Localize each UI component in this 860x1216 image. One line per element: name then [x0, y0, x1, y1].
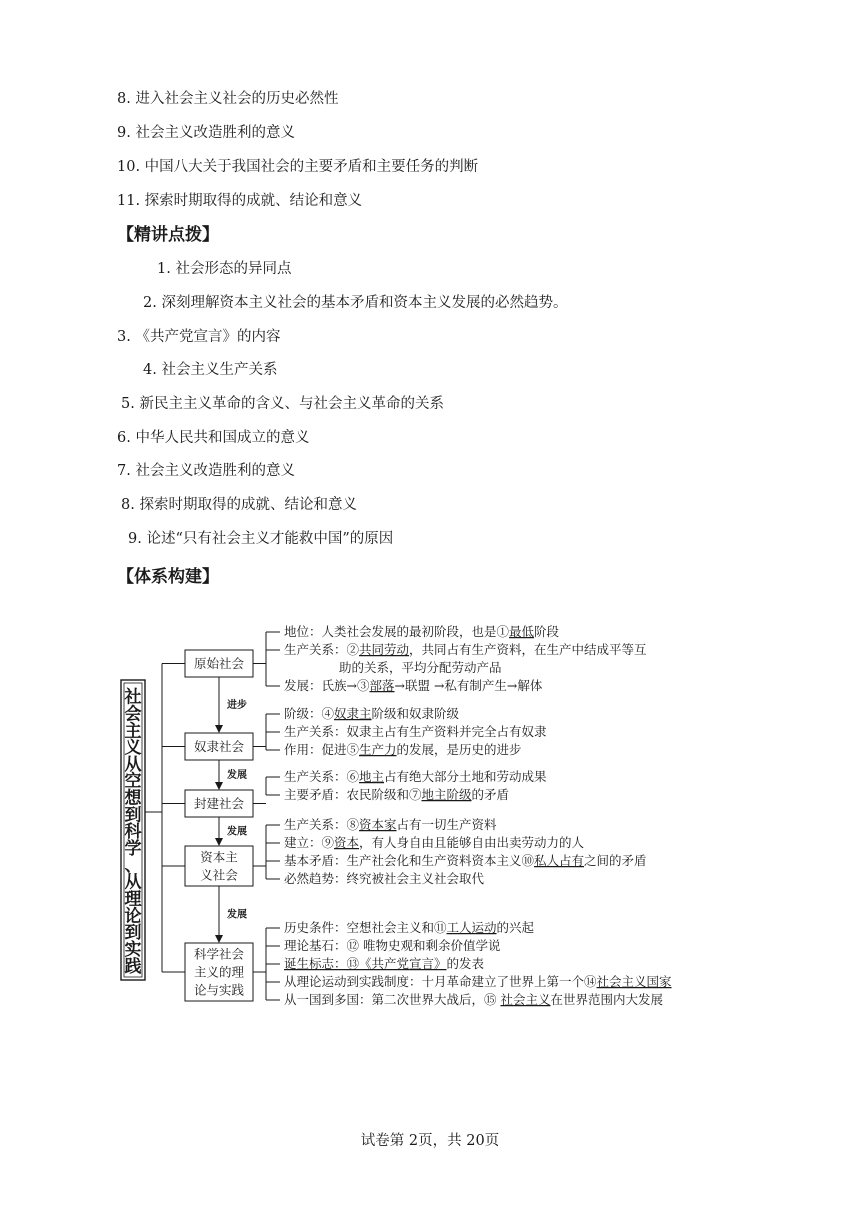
list-item: 8. 探索时期取得的成就、结论和意义 [121, 497, 357, 513]
arrow-label: 进步 [227, 700, 247, 711]
list-item: 7. 社会主义改造胜利的意义 [117, 463, 295, 479]
note-line: 助的关系，平均分配劳动产品 [339, 660, 502, 675]
vertical-title-char: 义 [124, 738, 142, 759]
vertical-title-char: 践 [124, 956, 142, 977]
stage-name: 原始社会 [193, 656, 245, 671]
note-line: 从一国到多国：第二次世界大战后，⑮ 社会主义在世界范围内大发展 [284, 992, 664, 1007]
list-item: 1. 社会形态的异同点 [157, 261, 292, 277]
list-item: 8. 进入社会主义社会的历史必然性 [117, 91, 339, 107]
stage-name: 主义的理 [193, 964, 245, 980]
vertical-title-char: 实 [124, 939, 142, 960]
vertical-title-char: 想 [124, 788, 142, 809]
vertical-title-char: 科 [124, 822, 142, 843]
vertical-title-char: 社 [124, 687, 142, 708]
vertical-title-char: 会 [124, 704, 142, 725]
note-line: 生产关系：⑥地主占有绝大部分土地和劳动成果 [284, 769, 547, 784]
note-line: 生产关系：奴隶主占有生产资料并完全占有奴隶 [284, 724, 547, 739]
stage-name: 资本主 [200, 849, 238, 865]
list-item: 2. 深刻理解资本主义社会的基本矛盾和资本主义发展的必然趋势。 [143, 295, 568, 311]
note-line: 建立：⑨资本，有人身自由且能够自由出卖劳动力的人 [284, 835, 585, 850]
note-line: 生产关系：②共同劳动，共同占有生产资料，在生产中结成平等互 [284, 642, 647, 657]
list-item: 4. 社会主义生产关系 [143, 362, 278, 378]
note-line: 理论基石：⑫ 唯物史观和剩余价值学说 [284, 938, 501, 953]
note-line: 生产关系：⑧资本家占有一切生产资料 [284, 817, 497, 832]
list-item: 11. 探索时期取得的成就、结论和意义 [117, 193, 363, 209]
page-footer: 试卷第 2页，共 20页 [360, 1133, 500, 1149]
arrow-label: 发展 [227, 909, 247, 921]
vertical-title-char: 学 [124, 839, 142, 860]
note-line: 主要矛盾：农民阶级和⑦地主阶级的矛盾 [284, 787, 510, 802]
stage-name: 义社会 [200, 867, 238, 883]
section-heading-tixi: 【体系构建】 [117, 567, 219, 587]
arrow-label: 发展 [227, 826, 247, 838]
section-heading-jingjiang: 【精讲点拨】 [117, 225, 219, 245]
list-item: 6. 中华人民共和国成立的意义 [117, 430, 310, 446]
note-line: 地位：人类社会发展的最初阶段，也是①最低阶段 [284, 624, 560, 639]
note-line: 作用：促进⑤生产力的发展，是历史的进步 [284, 742, 522, 757]
note-line: 必然趋势：终究被社会主义社会取代 [284, 871, 485, 886]
vertical-title-char: 从 [124, 872, 142, 893]
arrow-label: 发展 [227, 770, 247, 781]
vertical-title-char: 、 [124, 855, 142, 876]
list-item: 9. 社会主义改造胜利的意义 [117, 125, 295, 141]
list-item: 10. 中国八大关于我国社会的主要矛盾和主要任务的判断 [117, 159, 479, 175]
vertical-title-char: 从 [124, 754, 142, 775]
vertical-title-char: 到 [124, 923, 142, 944]
note-line: 从理论运动到实践制度：十月革命建立了世界上第一个⑭社会主义国家 [284, 974, 672, 989]
note-line: 诞生标志：⑬《共产党宣言》的发表 [284, 956, 485, 971]
vertical-title-char: 空 [124, 771, 142, 792]
vertical-title-char: 论 [124, 906, 142, 927]
stage-name: 封建社会 [193, 796, 245, 811]
vertical-title-char: 主 [124, 721, 142, 742]
note-line: 发展：氏族→③部落→联盟 →私有制产生→解体 [284, 678, 543, 693]
stage-name: 奴隶社会 [193, 739, 245, 754]
vertical-title-char: 理 [124, 889, 142, 910]
note-line: 历史条件：空想社会主义和⑪工人运动的兴起 [284, 920, 535, 935]
list-item: 5. 新民主主义革命的含义、与社会主义革命的关系 [121, 396, 444, 412]
stage-name: 论与实践 [193, 982, 245, 998]
vertical-title-char: 到 [124, 805, 142, 826]
list-item: 9. 论述“只有社会主义才能救中国”的原因 [128, 531, 394, 547]
note-line: 基本矛盾：生产社会化和生产资料资本主义⑩私人占有之间的矛盾 [284, 853, 647, 868]
list-item: 3. 《共产党宣言》的内容 [117, 329, 281, 345]
stage-name: 科学社会 [193, 946, 245, 962]
note-line: 阶级：④奴隶主阶级和奴隶阶级 [284, 706, 460, 721]
